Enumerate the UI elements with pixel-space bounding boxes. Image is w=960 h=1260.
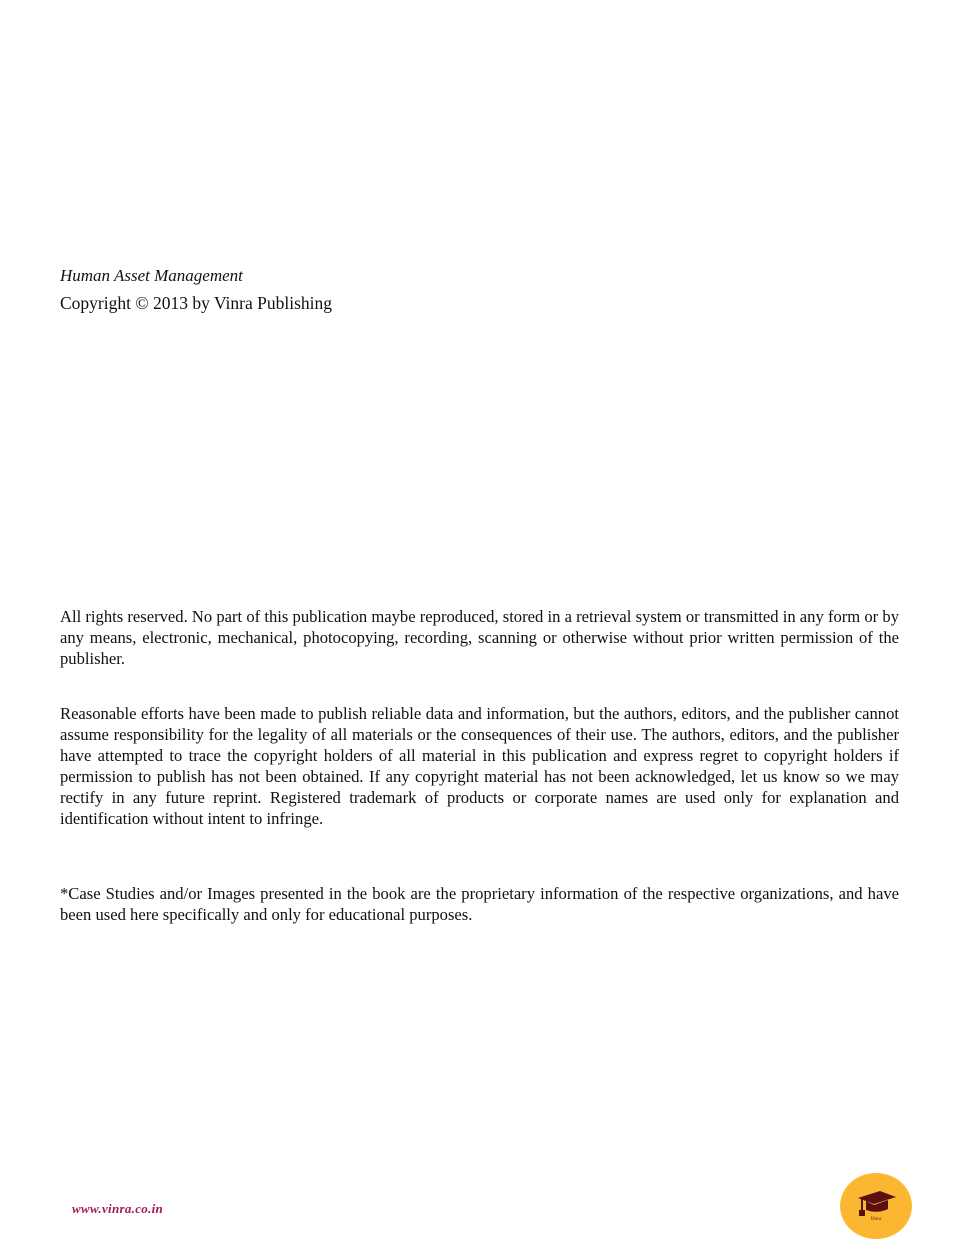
graduation-cap-icon (854, 1189, 898, 1219)
book-title: Human Asset Management (60, 266, 243, 285)
disclaimer-paragraph: Reasonable efforts have been made to publish reliable data and information, but the authors, editors, and the publisher cannot assume responsibility for the legality of all materials or the consequences of their use. The authors, editors, and the publisher have attempted to trace the copyright holders of all material in this publication and express regret to copyright holders if permission to publish has not been obtained. If any copyright material has not been acknowledged, let us know so we may rectify in any future reprint. Registered trademark of products or corporate names are used only for explanation and identification without intent to infringe. (60, 704, 899, 828)
publisher-logo (840, 1173, 912, 1239)
case-studies-note: *Case Studies and/or Images presented in the book are the proprietary information of the respective organizations, and have been used here specifically and only for educational purposes. (60, 884, 899, 924)
logo-caption: Vinra (870, 1217, 882, 1222)
rights-reserved-paragraph: All rights reserved. No part of this publication maybe reproduced, stored in a retrieval system or transmitted in any form or by any means, electronic, mechanical, photocopying, recording, scanning or otherwise without prior written permission of the publisher. (60, 607, 899, 668)
website-link[interactable]: www.vinra.co.in (72, 1201, 164, 1216)
copyright-line: Copyright © 2013 by Vinra Publishing (60, 293, 333, 313)
